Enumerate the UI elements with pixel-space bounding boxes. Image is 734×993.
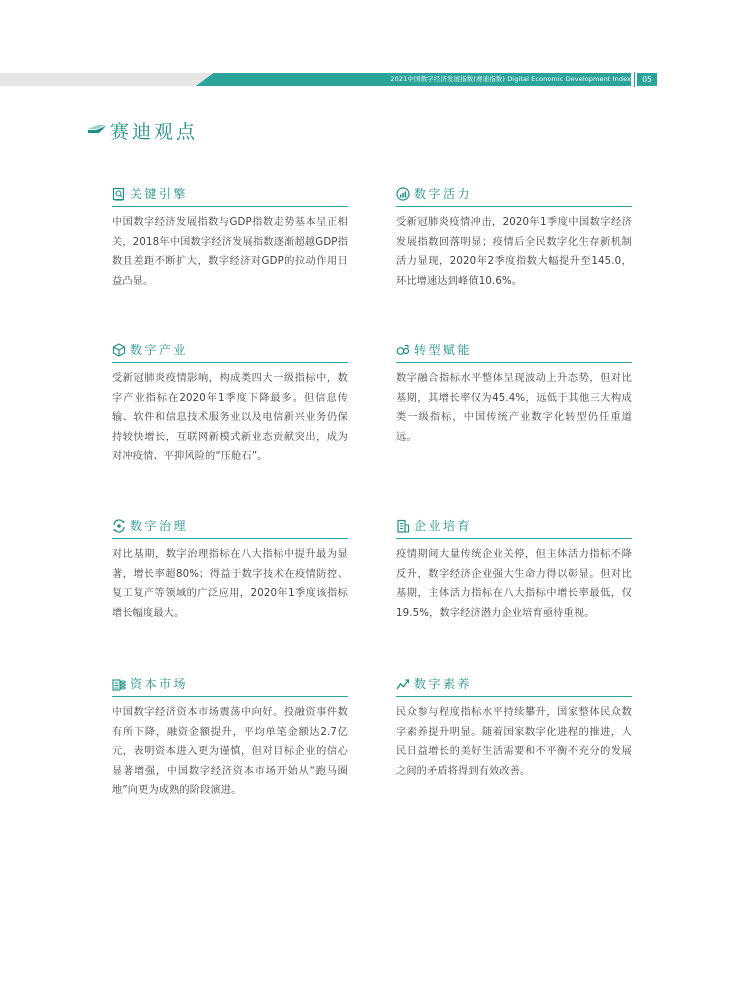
section-capital-market xyxy=(112,676,348,801)
running-title: 2021中国数字经济发展指数(赛迪指数) Digital Economic Development Index xyxy=(390,75,631,83)
section-title: 数字活力 xyxy=(414,187,473,201)
growth-chart-icon xyxy=(396,187,410,201)
section-header xyxy=(396,186,632,207)
section-header xyxy=(112,342,348,363)
header-divider xyxy=(634,72,635,87)
governance-cycle-icon xyxy=(112,519,126,533)
section-title: 数字产业 xyxy=(130,343,189,357)
magnifier-document-icon xyxy=(112,187,126,201)
section-header xyxy=(112,186,348,207)
section-title: 资本市场 xyxy=(130,677,189,691)
section-digital-literacy xyxy=(396,676,632,781)
section-title: 数字治理 xyxy=(130,519,189,533)
page-title: 赛迪观点 xyxy=(110,121,199,143)
capital-stack-icon xyxy=(112,677,126,691)
section-body: 受新冠肺炎疫情影响，构成类四大一级指标中，数字产业指标在2020年1季度下降最多。但信息传输、软件和信息技术服务业以及电信新兴业务仍保持较快增长，互联网新模式新业态贡献突出，成为对冲疫情、平抑风险的“压舱石”。 xyxy=(112,373,348,462)
page-number: 05 xyxy=(637,73,657,86)
section-header xyxy=(112,518,348,539)
section-body: 疫情期间大量传统企业关停，但主体活力指标不降反升，数字经济企业强大生命力得以彰显。但对比基期，主体活力指标在八大指标中增长率最低，仅19.5%，数字经济潜力企业培育亟待重视。 xyxy=(396,549,632,619)
section-key-engine xyxy=(112,186,348,291)
section-body: 受新冠肺炎疫情冲击，2020年1季度中国数字经济发展指数回落明显；疫情后全民数字化生存新机制活力显现，2020年2季度指数大幅提升至145.0，环比增速达到峰值10.6%。 xyxy=(396,217,632,287)
section-body: 中国数字经济发展指数与GDP指数走势基本呈正相关，2018年中国数字经济发展指数逐渐超越GDP指数且差距不断扩大，数字经济对GDP的拉动作用日益凸显。 xyxy=(112,217,348,287)
section-body: 中国数字经济资本市场震荡中向好。投融资事件数有所下降，融资金额提升，平均单笔金额达2.7亿元，表明资本进入更为谨慎，但对目标企业的信心显著增强，中国数字经济资本市场开始从“跑马圈地”向更为成熟的阶段演进。 xyxy=(112,707,348,796)
enterprise-building-icon xyxy=(396,519,410,533)
section-digital-industry xyxy=(112,342,348,467)
section-header xyxy=(112,676,348,697)
section-title: 转型赋能 xyxy=(414,343,473,357)
section-title: 数字素养 xyxy=(414,677,473,691)
section-header xyxy=(396,676,632,697)
section-enterprise-cultivation xyxy=(396,518,632,623)
trend-line-icon xyxy=(396,677,410,691)
section-digital-governance xyxy=(112,518,348,623)
section-body: 数字融合指标水平整体呈现波动上升态势，但对比基期，其增长率仅为45.4%，远低于其他三大构成类一级指标，中国传统产业数字化转型仍任重道远。 xyxy=(396,373,632,443)
section-header xyxy=(396,342,632,363)
cube-network-icon xyxy=(112,343,126,357)
title-wing-icon xyxy=(88,124,106,134)
section-title: 企业培育 xyxy=(414,519,473,533)
section-title: 关键引擎 xyxy=(130,187,189,201)
section-header xyxy=(396,518,632,539)
section-digital-vitality xyxy=(396,186,632,291)
section-body: 民众参与程度指标水平持续攀升，国家整体民众数字素养提升明显。随着国家数字化进程的推进，人民日益增长的美好生活需要和不平衡不充分的发展之间的矛盾将得到有效改善。 xyxy=(396,707,632,777)
section-body: 对比基期，数字治理指标在八大指标中提升最为显著，增长率超80%；得益于数字技术在疫情防控、复工复产等领域的广泛应用，2020年1季度该指标增长幅度最大。 xyxy=(112,549,348,619)
section-transformation xyxy=(396,342,632,447)
transform-cycle-icon xyxy=(396,343,410,357)
